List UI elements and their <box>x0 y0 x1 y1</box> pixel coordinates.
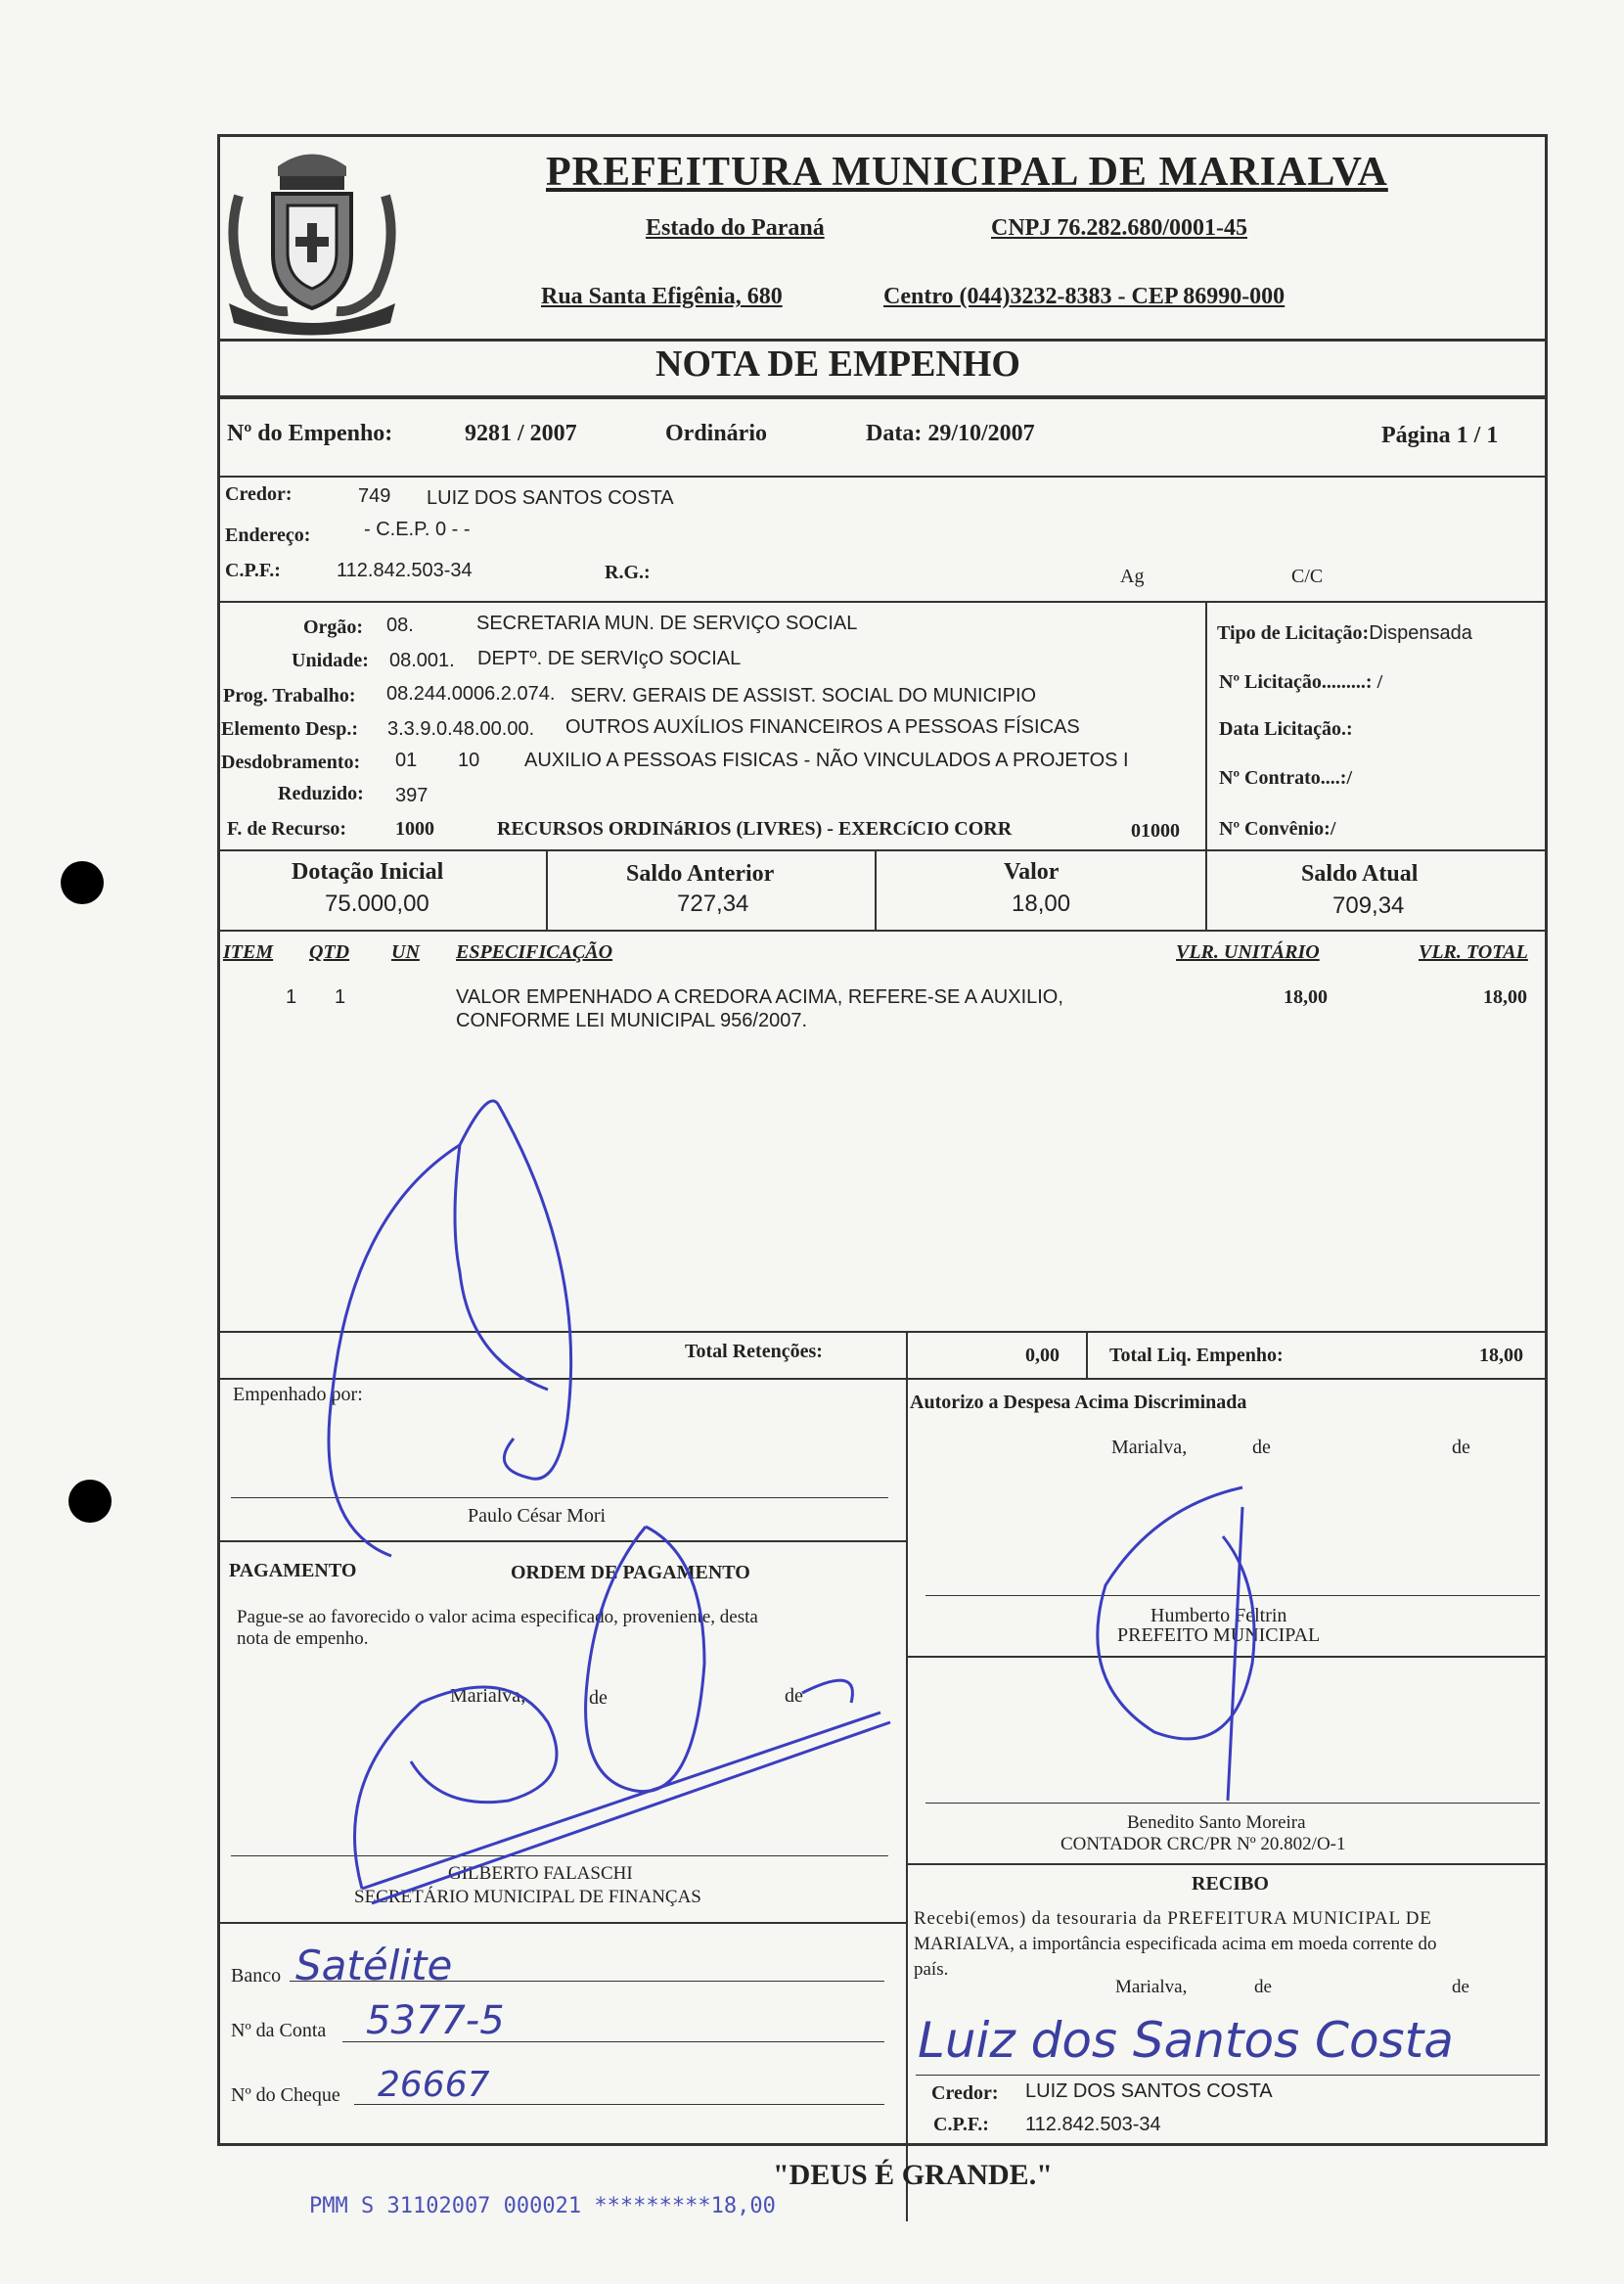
divider <box>217 601 1548 603</box>
table-cell-total-value: 18,00 <box>1483 986 1527 1008</box>
reduzido-value: 397 <box>395 785 429 806</box>
saldo-atual-label: Saldo Atual <box>1301 861 1419 887</box>
document-title: NOTA DE EMPENHO <box>655 343 1020 385</box>
orgao-label: Orgão: <box>303 617 364 638</box>
table-cell-item: 1 <box>286 986 297 1008</box>
empenho-date: Data: 29/10/2007 <box>866 421 1035 446</box>
column-header-unit-value: VLR. UNITÁRIO <box>1176 941 1320 963</box>
saldo-anterior-label: Saldo Anterior <box>626 861 775 887</box>
divider <box>217 395 1548 399</box>
recibo-de: de <box>1452 1977 1469 1997</box>
elemento-code: 3.3.9.0.48.00.00. <box>387 718 535 740</box>
cc-label: C/C <box>1291 566 1324 587</box>
table-cell-qtd: 1 <box>335 986 346 1008</box>
column-header-qtd: QTD <box>309 941 350 963</box>
page-number: Página 1 / 1 <box>1381 423 1499 448</box>
input-line <box>354 2104 884 2105</box>
divider <box>217 1922 906 1924</box>
desdobramento-value: AUXILIO A PESSOAS FISICAS - NÃO VINCULADOS A PROJETOS I <box>524 750 1129 771</box>
banco-value: Satélite <box>295 1941 453 1989</box>
cpf-label: C.P.F.: <box>225 560 281 581</box>
recibo-city: Marialva, <box>1115 1977 1188 1997</box>
column-header-spec: ESPECIFICAÇÃO <box>456 941 613 963</box>
recurso-value: RECURSOS ORDINáRIOS (LIVRES) - EXERCíCIO CORR <box>497 818 1013 840</box>
saldo-anterior-value: 727,34 <box>677 891 749 917</box>
recurso-label: F. de Recurso: <box>227 818 347 840</box>
liquido-label: Total Liq. Empenho: <box>1109 1345 1284 1366</box>
autorizo-de: de <box>1452 1437 1470 1458</box>
prefeito-title: PREFEITO MUNICIPAL <box>1117 1624 1321 1646</box>
conta-value: 5377-5 <box>366 1998 505 2043</box>
empenhado-name: Paulo César Mori <box>468 1505 607 1527</box>
endereco-value: - C.E.P. 0 - - <box>364 519 471 540</box>
divider <box>875 849 877 930</box>
conta-label: Nº da Conta <box>231 2020 327 2041</box>
empenho-type: Ordinário <box>665 421 768 446</box>
liquido-value: 18,00 <box>1479 1345 1523 1366</box>
divider <box>217 1331 1548 1333</box>
input-line <box>290 1981 884 1982</box>
endereco-label: Endereço: <box>225 525 311 546</box>
pagamento-text: Pague-se ao favorecido o valor acima especificado, proveniente, desta <box>237 1607 758 1627</box>
divider <box>217 1378 1548 1380</box>
dotacao-label: Dotação Inicial <box>292 859 444 885</box>
prog-label: Prog. Trabalho: <box>223 685 356 707</box>
punch-hole <box>61 861 104 904</box>
pagamento-text: nota de empenho. <box>237 1628 369 1649</box>
licitacao-number: Nº Licitação.........: / <box>1219 671 1383 693</box>
convenio-number: Nº Convênio:/ <box>1219 818 1336 840</box>
credor-signature: Luiz dos Santos Costa <box>918 2012 1454 2069</box>
orgao-value: SECRETARIA MUN. DE SERVIÇO SOCIAL <box>476 613 858 634</box>
contact-label: Centro (044)3232-8383 - CEP 86990-000 <box>883 284 1286 309</box>
divider <box>906 1331 908 2221</box>
signature-line <box>231 1497 888 1498</box>
footer-motto: "DEUS É GRANDE." <box>773 2159 1053 2191</box>
recibo-de: de <box>1254 1977 1272 1997</box>
valor-value: 18,00 <box>1012 891 1071 917</box>
address-label: Rua Santa Efigênia, 680 <box>541 284 783 309</box>
state-label: Estado do Paraná <box>646 215 825 241</box>
retencoes-value: 0,00 <box>1025 1345 1060 1366</box>
prog-value: SERV. GERAIS DE ASSIST. SOCIAL DO MUNICIPIO <box>570 685 1037 707</box>
input-line <box>342 2041 884 2042</box>
divider <box>217 339 1548 342</box>
divider <box>217 930 1548 932</box>
credor-label: Credor: <box>225 483 293 505</box>
table-cell-unit-value: 18,00 <box>1284 986 1328 1008</box>
contrato-number: Nº Contrato....:/ <box>1219 767 1353 789</box>
recurso-code: 1000 <box>395 818 434 840</box>
cnpj-label: CNPJ 76.282.680/0001-45 <box>991 215 1247 241</box>
unidade-value: DEPTº. DE SERVIçO SOCIAL <box>477 648 742 669</box>
licitacao-type-title: Tipo de Licitação: <box>1217 622 1370 644</box>
coat-of-arms-icon <box>219 137 405 343</box>
unidade-label: Unidade: <box>292 650 369 671</box>
banco-label: Banco <box>231 1965 282 1987</box>
reduzido-label: Reduzido: <box>278 783 364 804</box>
divider <box>906 1656 1548 1658</box>
recibo-text: Recebi(emos) da tesouraria da PREFEITURA MUNICIPAL DE <box>914 1908 1432 1929</box>
divider <box>217 849 1548 851</box>
recibo-label: RECIBO <box>1192 1873 1269 1895</box>
recibo-text: país. <box>914 1959 949 1980</box>
cheque-value: 26667 <box>378 2065 490 2105</box>
empenho-number: 9281 / 2007 <box>465 421 577 446</box>
signature-line <box>916 2075 1540 2076</box>
ordem-pagamento-label: ORDEM DE PAGAMENTO <box>511 1562 750 1583</box>
autorizo-label: Autorizo a Despesa Acima Discriminada <box>910 1392 1247 1413</box>
licitacao-type-value: Dispensada <box>1369 622 1472 644</box>
recibo-text: MARIALVA, a importância especificada acima em moeda corrente do <box>914 1934 1437 1954</box>
punch-hole <box>68 1480 112 1523</box>
page-title: PREFEITURA MUNICIPAL DE MARIALVA <box>546 150 1388 195</box>
elemento-value: OUTROS AUXÍLIOS FINANCEIROS A PESSOAS FÍSICAS <box>565 716 1080 738</box>
table-cell-spec: VALOR EMPENHADO A CREDORA ACIMA, REFERE-SE A AUXILIO, <box>456 986 1063 1008</box>
signature-line <box>925 1803 1540 1804</box>
secretario-name: GILBERTO FALASCHI <box>448 1863 633 1884</box>
divider <box>906 1863 1548 1865</box>
divider <box>217 476 1548 478</box>
cpf-value: 112.842.503-34 <box>337 560 473 581</box>
desdobramento-code: 01 <box>395 750 418 771</box>
credor-name: LUIZ DOS SANTOS COSTA <box>427 487 674 509</box>
autorizo-city: Marialva, <box>1111 1437 1188 1458</box>
pagamento-city: Marialva, <box>450 1685 526 1707</box>
desdobramento-code: 10 <box>458 750 480 771</box>
pagamento-de: de <box>785 1685 803 1707</box>
prefeito-name: Humberto Feltrin <box>1150 1605 1287 1626</box>
prog-code: 08.244.0006.2.074. <box>386 683 556 705</box>
divider <box>217 1540 906 1542</box>
divider <box>546 849 548 930</box>
contador-name: Benedito Santo Moreira <box>1127 1812 1306 1833</box>
pagamento-label: PAGAMENTO <box>229 1560 357 1581</box>
elemento-label: Elemento Desp.: <box>221 718 358 740</box>
orgao-code: 08. <box>386 615 414 636</box>
divider <box>1086 1331 1088 1378</box>
signature-line <box>925 1595 1540 1596</box>
column-header-item: ITEM <box>223 941 274 963</box>
valor-label: Valor <box>1004 859 1060 885</box>
recibo-cpf-label: C.P.F.: <box>933 2114 989 2135</box>
credor-code: 749 <box>358 485 391 507</box>
ag-label: Ag <box>1120 566 1145 587</box>
empenhado-label: Empenhado por: <box>233 1384 363 1405</box>
saldo-atual-value: 709,34 <box>1332 892 1405 919</box>
column-header-total-value: VLR. TOTAL <box>1419 941 1528 963</box>
divider <box>1205 849 1207 930</box>
footer-stamp: PMM S 31102007 000021 *********18,00 <box>309 2194 776 2218</box>
column-header-un: UN <box>391 941 420 963</box>
recibo-credor-label: Credor: <box>931 2082 999 2104</box>
desdobramento-label: Desdobramento: <box>221 752 361 773</box>
secretario-title: SECRETÁRIO MUNICIPAL DE FINANÇAS <box>354 1887 701 1907</box>
licitacao-date: Data Licitação.: <box>1219 718 1353 740</box>
retencoes-label: Total Retenções: <box>685 1341 823 1362</box>
dotacao-value: 75.000,00 <box>325 891 429 917</box>
empenho-number-label: Nº do Empenho: <box>227 421 393 446</box>
recibo-credor-name: LUIZ DOS SANTOS COSTA <box>1025 2080 1273 2102</box>
divider <box>1205 601 1207 851</box>
pagamento-de: de <box>589 1687 608 1709</box>
signature-line <box>231 1855 888 1856</box>
contador-title: CONTADOR CRC/PR Nº 20.802/O-1 <box>1060 1834 1346 1854</box>
autorizo-de: de <box>1252 1437 1271 1458</box>
recurso-code: 01000 <box>1131 820 1180 842</box>
rg-label: R.G.: <box>605 562 651 583</box>
table-cell-spec: CONFORME LEI MUNICIPAL 956/2007. <box>456 1010 808 1031</box>
licitacao-type-label <box>1217 622 1472 645</box>
recibo-cpf-value: 112.842.503-34 <box>1025 2114 1161 2135</box>
cheque-label: Nº do Cheque <box>231 2084 340 2106</box>
unidade-code: 08.001. <box>389 650 455 671</box>
